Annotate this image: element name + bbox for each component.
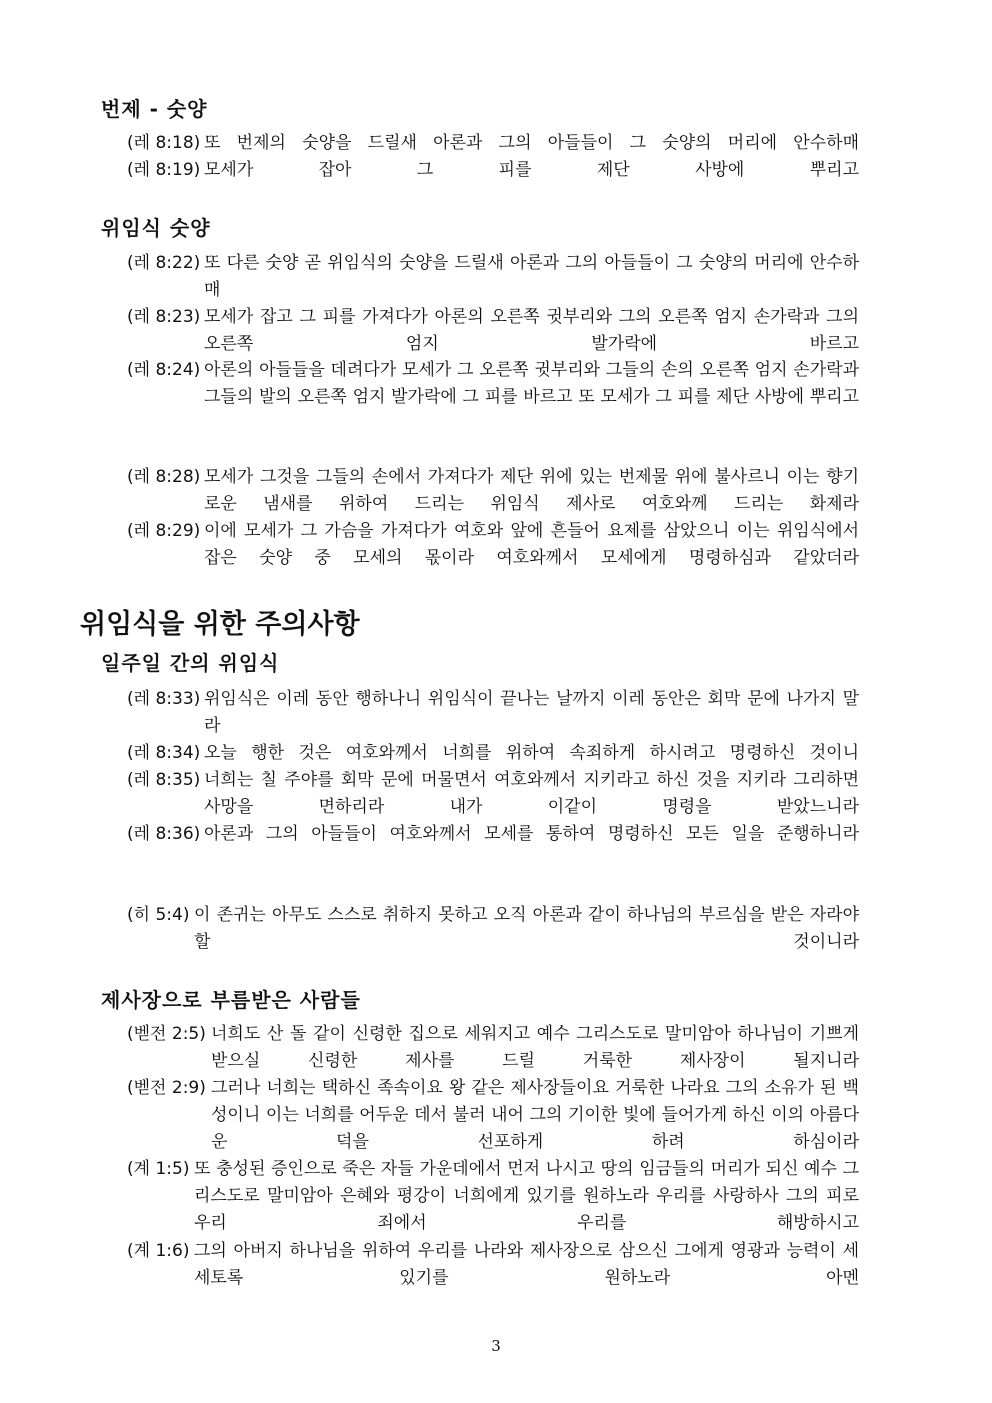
verse-text: 오늘 행한 것은 여호와께서 너희를 위하여 속죄하게 하시려고 명령하신 것이니 (204, 743, 859, 763)
verse-reference: (레 8:33) (127, 689, 201, 709)
verse-reference: (레 8:23) (127, 307, 201, 327)
verse-lev-8-29 (127, 518, 859, 599)
verse-reference: (레 8:18) (127, 133, 201, 153)
verse-text: 모세가 그것을 그들의 손에서 가져다가 제단 위에 있는 번제물 위에 불사르니 이는 향기로운 냄새를 위하여 드리는 위임식 제사로 여호와께 드리는 화제라 (204, 467, 859, 514)
verse-text: 아론과 그의 아들들이 여호와께서 모세를 통하여 명령하신 모든 일을 준행하니라 (204, 824, 859, 844)
verse-reference: (레 8:34) (127, 743, 201, 763)
verse-reference: (레 8:22) (127, 253, 201, 273)
page-number: 3 (491, 1337, 501, 1355)
verse-reference: (계 1:5) (127, 1159, 190, 1179)
major-heading-ordination-precautions: 위임식을 위한 주의사항 (80, 609, 360, 640)
verse-text: 그의 아버지 하나님을 위하여 우리를 나라와 제사장으로 삼으신 그에게 영광과 능력이 세세토록 있기를 원하노라 아멘 (194, 1241, 859, 1288)
verse-lev-8-24 (127, 357, 859, 438)
verse-text: 모세가 잡아 그 피를 제단 사방에 뿌리고 (204, 160, 859, 180)
verse-text: 너희는 칠 주야를 회막 문에 머물면서 여호와께서 지키라고 하신 것을 지키라 그리하면 사망을 면하리라 내가 이같이 명령을 받았느니라 (204, 770, 859, 817)
verse-text: 이에 모세가 그 가슴을 가져다가 여호와 앞에 흔들어 요제를 삼았으니 이는 위임식에서 잡은 숫양 중 모세의 몫이라 여호와께서 모세에게 명령하심과 같았더라 (204, 521, 859, 568)
verse-reference: (벧전 2:9) (127, 1078, 206, 1098)
verse-text: 또 다른 숫양 곧 위임식의 숫양을 드릴새 아론과 그의 아들들이 그 숫양의 머리에 안수하매 (204, 253, 859, 300)
verse-reference: (계 1:6) (127, 1241, 190, 1261)
verse-lev-8-36 (127, 821, 859, 875)
verse-reference: (벧전 2:5) (127, 1024, 206, 1044)
verse-rev-1-6 (127, 1238, 859, 1319)
verse-lev-8-19 (127, 157, 859, 211)
verse-text: 위임식은 이레 동안 행하나니 위임식이 끝나는 날까지 이레 동안은 회막 문에 나가지 말라 (204, 689, 859, 736)
verse-reference: (레 8:35) (127, 770, 201, 790)
verse-text: 모세가 잡고 그 피를 가져다가 아론의 오른쪽 귓부리와 그의 오른쪽 엄지 손가락과 그의 오른쪽 엄지 발가락에 바르고 (204, 307, 859, 354)
section-heading-burnt-offering: 번제 - 숫양 (101, 97, 208, 121)
section-heading-seven-day-ordination: 일주일 간의 위임식 (101, 651, 280, 675)
verse-text: 아론의 아들들을 데려다가 모세가 그 오른쪽 귓부리와 그들의 손의 오른쪽 엄지 손가락과 그들의 발의 오른쪽 엄지 발가락에 그 피를 바르고 또 모세가 그 피를 제단 사방에 뿌리고 (204, 360, 859, 407)
section-heading-ordination-ram: 위임식 숫양 (101, 216, 211, 240)
verse-text: 너희도 산 돌 같이 신령한 집으로 세워지고 예수 그리스도로 말미암아 하나님이 기쁘게 받으실 신령한 제사를 드릴 거룩한 제사장이 될지니라 (211, 1024, 859, 1071)
verse-text: 또 충성된 증인으로 죽은 자들 가운데에서 먼저 나시고 땅의 임금들의 머리가 되신 예수 그리스도로 말미암아 은혜와 평강이 너희에게 있기를 원하노라 우리를 사랑하사 그의 피로 우리 죄에서 우리를 해방하시고 (194, 1159, 859, 1233)
verse-reference: (레 8:36) (127, 824, 201, 844)
verse-reference: (레 8:24) (127, 360, 201, 380)
verse-reference: (레 8:28) (127, 467, 201, 487)
verse-text: 또 번제의 숫양을 드릴새 아론과 그의 아들들이 그 숫양의 머리에 안수하매 (204, 133, 859, 153)
verse-reference: (레 8:19) (127, 160, 201, 180)
verse-heb-5-4 (127, 902, 859, 983)
verse-reference: (히 5:4) (127, 905, 190, 925)
verse-reference: (레 8:29) (127, 521, 201, 541)
verse-text: 이 존귀는 아무도 스스로 취하지 못하고 오직 아론과 같이 하나님의 부르심을 받은 자라야 할 것이니라 (194, 905, 859, 952)
verse-text: 그러나 너희는 택하신 족속이요 왕 같은 제사장들이요 거룩한 나라요 그의 소유가 된 백성이니 이는 너희를 어두운 데서 불러 내어 그의 기이한 빛에 들어가게 하신 이의 아름다운 덕을 선포하게 하려 하심이라 (211, 1078, 859, 1152)
section-heading-called-priests: 제사장으로 부름받은 사람들 (101, 988, 361, 1012)
